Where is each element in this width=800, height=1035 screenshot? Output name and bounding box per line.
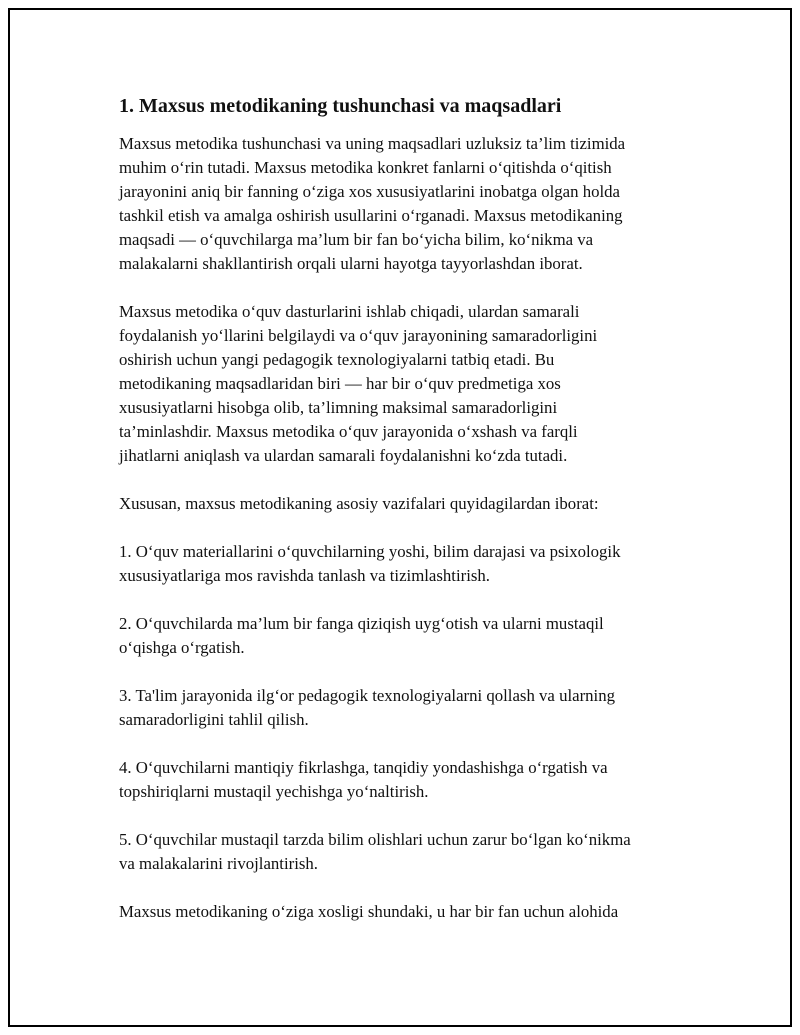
text-line: foydalanish yo‘llarini belgilaydi va o‘quv jarayonining samaradorligini xyxy=(119,326,598,345)
text-line: tashkil etish va amalga oshirish usullarini o‘rganadi. Maxsus metodikaning xyxy=(119,206,623,225)
text-line: muhim o‘rin tutadi. Maxsus metodika konkret fanlarni o‘qitishda o‘qitish xyxy=(119,158,612,177)
text-line: 5. O‘quvchilar mustaqil tarzda bilim olishlari uchun zarur bo‘lgan ko‘nikma xyxy=(119,830,631,849)
text-line: topshiriqlarni mustaqil yechishga yo‘naltirish. xyxy=(119,782,429,801)
document-content xyxy=(119,92,699,948)
text-line: 4. O‘quvchilarni mantiqiy fikrlashga, tanqidiy yondashishga o‘rgatish va xyxy=(119,758,608,777)
paragraph-list xyxy=(119,132,699,924)
text-line: ta’minlashdir. Maxsus metodika o‘quv jarayonida o‘xshash va farqli xyxy=(119,422,578,441)
text-line: 3. Ta'lim jarayonida ilg‘or pedagogik texnologiyalarni qollash va ularning xyxy=(119,686,615,705)
text-line: Xususan, maxsus metodikaning asosiy vazifalari quyidagilardan iborat: xyxy=(119,494,599,513)
text-line: Maxsus metodika tushunchasi va uning maqsadlari uzluksiz ta’lim tizimida xyxy=(119,134,626,153)
text-line: metodikaning maqsadlaridan biri — har bir o‘quv predmetiga xos xyxy=(119,374,561,393)
paragraph xyxy=(119,132,699,276)
text-line: o‘qishga o‘rgatish. xyxy=(119,638,245,657)
paragraph xyxy=(119,828,699,876)
text-line: 2. O‘quvchilarda ma’lum bir fanga qiziqish uyg‘otish va ularni mustaqil xyxy=(119,614,604,633)
text-line: xususiyatlariga mos ravishda tanlash va tizimlashtirish. xyxy=(119,566,490,585)
text-line: maqsadi — o‘quvchilarga ma’lum bir fan bo‘yicha bilim, ko‘nikma va xyxy=(119,230,594,249)
text-line: 1. O‘quv materiallarini o‘quvchilarning yoshi, bilim darajasi va psixologik xyxy=(119,542,621,561)
text-line: xususiyatlarni hisobga olib, ta’limning maksimal samaradorligini xyxy=(119,398,558,417)
text-line: Maxsus metodikaning o‘ziga xosligi shundaki, u har bir fan uchun alohida xyxy=(119,902,619,921)
paragraph xyxy=(119,540,699,588)
text-line: samaradorligini tahlil qilish. xyxy=(119,710,309,729)
text-line: malakalarni shakllantirish orqali ularni hayotga tayyorlashdan iborat. xyxy=(119,254,583,273)
text-line: jarayonini aniq bir fanning o‘ziga xos xususiyatlarini inobatga olgan holda xyxy=(119,182,620,201)
text-line: jihatlarni aniqlash va ulardan samarali foydalanishni ko‘zda tutadi. xyxy=(119,446,568,465)
text-line: va malakalarini rivojlantirish. xyxy=(119,854,318,873)
section-heading: 1. Maxsus metodikaning tushunchasi va maqsadlari xyxy=(119,95,562,117)
text-line: oshirish uchun yangi pedagogik texnologiyalarni tatbiq etadi. Bu xyxy=(119,350,555,369)
text-line: Maxsus metodika o‘quv dasturlarini ishlab chiqadi, ulardan samarali xyxy=(119,302,580,321)
paragraph xyxy=(119,900,699,924)
paragraph xyxy=(119,684,699,732)
paragraph xyxy=(119,756,699,804)
paragraph xyxy=(119,492,699,516)
paragraph xyxy=(119,612,699,660)
paragraph xyxy=(119,300,699,468)
document-page xyxy=(8,8,792,1027)
